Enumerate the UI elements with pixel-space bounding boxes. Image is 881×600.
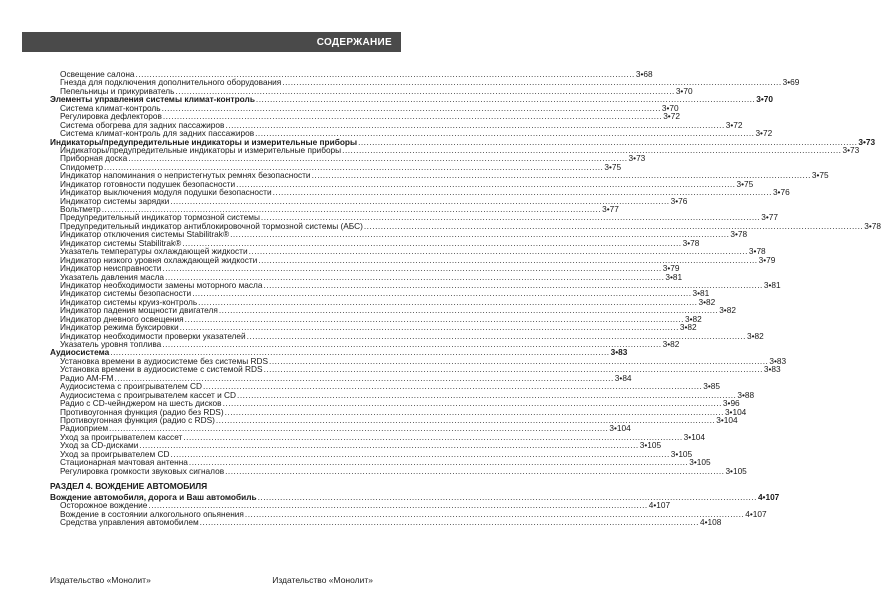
toc-entry-page: 3•72 — [725, 119, 743, 130]
toc-entry-title: Индикатор падения мощности двигателя — [60, 305, 218, 316]
toc-entry-title: Аудиосистема с проигрывателем кассет и CD — [60, 389, 237, 400]
toc-entry-title: Индикатор системы круиз-контроль — [60, 296, 198, 307]
toc-entry-page: 3•81 — [763, 279, 781, 290]
toc-entry-title: Спидометр — [60, 161, 104, 172]
toc-entry-page: 3•84 — [614, 372, 632, 383]
toc-entry-page: 3•96 — [722, 398, 740, 409]
toc-entry-page: 3•105 — [639, 440, 662, 451]
toc-entry-page: 3•82 — [719, 305, 736, 316]
page-title: СОДЕРЖАНИЕ — [316, 36, 392, 48]
toc-entry-page: 3•76 — [772, 187, 790, 198]
toc-entry-title: Индикатор отключения системы Stabilitrak® — [60, 229, 230, 240]
toc-entry-title: Уход за проигрывателем кассет — [60, 431, 183, 442]
footer-publisher-left: Издательство «Монолит» — [50, 575, 151, 585]
toc-entry-page: 3•105 — [689, 457, 711, 468]
toc-entry-page: 3•83 — [610, 347, 628, 358]
toc-entry-title: Индикатор необходимости замены моторного масла — [60, 279, 263, 290]
toc-entry-title: Элементы управления системы климат-контроль — [50, 94, 255, 105]
toc-entry-page: 3•70 — [675, 85, 693, 96]
toc-entry-page: 3•82 — [662, 339, 680, 349]
toc-entry-page: 3•81 — [692, 288, 710, 299]
toc-entry-page: 4•107 — [648, 500, 671, 511]
toc-entry-title: Указатель уровня топлива — [60, 339, 162, 349]
header-bar — [22, 32, 401, 52]
dot-leader — [225, 467, 724, 475]
toc-entry-page: 4•107 — [745, 508, 767, 519]
toc-entry-page: 3•81 — [665, 271, 683, 282]
toc-entry-title: Радио с CD-чейнджером на шесть дисков — [60, 398, 222, 409]
toc-entry-title: Осторожное вождение — [60, 500, 148, 511]
section-4-title — [50, 482, 372, 491]
toc-entry-title: Вождение автомобиля, дорога и Ваш автомобиль — [50, 492, 257, 502]
toc-entry-title: Индикатор выключения модуля подушки безопасности — [60, 187, 272, 198]
toc-entry-title: Регулировка дефлекторов — [60, 111, 162, 122]
toc-entry-page: 3•73 — [842, 144, 860, 155]
toc-entry-page: 3•73 — [858, 136, 876, 147]
toc-entry-title: Предупредительный индикатор тормозной системы — [60, 212, 260, 223]
toc-entry-page: 3•82 — [698, 296, 716, 307]
toc-entry-page: 3•88 — [737, 389, 755, 400]
toc-entry-title: Гнезда для подключения дополнительного оборудования — [60, 77, 282, 88]
toc-entry-title: Указатель давления масла — [60, 271, 165, 282]
toc-entry-page: 3•85 — [703, 381, 721, 392]
toc-entry-page: 3•75 — [604, 161, 622, 172]
toc-entry-title: Индикатор системы зарядки — [60, 195, 170, 206]
toc-entry-title: Установка времени в аудиосистеме с системой RDS — [60, 364, 263, 375]
toc-entry-page: 3•78 — [730, 229, 748, 240]
toc-entry-title: Регулировка громкости звуковых сигналов — [60, 465, 225, 476]
toc-entry-page: 3•70 — [756, 94, 773, 105]
toc-entry-page: 3•72 — [663, 111, 680, 122]
toc-entry-title: Вольтметр — [60, 204, 101, 214]
toc-entry-title: Средства управления автомобилем — [60, 517, 199, 528]
toc-entry-page: 3•78 — [682, 237, 700, 248]
toc-entry-page: 3•70 — [661, 102, 679, 113]
toc-entry-title: Вождение в состоянии алкогольного опьянения — [60, 508, 244, 519]
toc-entry-title: Аудиосистема с проигрывателем CD — [60, 381, 202, 392]
toc-entry-page: 3•79 — [758, 254, 776, 265]
toc-entry-title: Противоугонная функция (радио с RDS) — [60, 414, 215, 425]
toc-entry-page: 3•104 — [683, 431, 706, 442]
toc-entry-page: 3•72 — [755, 128, 773, 139]
toc-entry-title: Индикатор необходимости проверки указателей — [60, 330, 246, 341]
toc-entry-title: Указатель температуры охлаждающей жидкости — [60, 246, 248, 257]
toc-entry-title: Уход за CD-дисками — [60, 440, 139, 451]
toc-entry-title: Радиоприем — [60, 423, 109, 434]
toc-entry-page: 3•82 — [685, 313, 702, 324]
toc-entry-page: 3•83 — [769, 355, 787, 366]
toc-entry-title: Индикатор системы Stabilitrak® — [60, 237, 182, 248]
footer-publisher-right: Издательство «Монолит» — [272, 575, 373, 585]
toc-entry — [50, 517, 722, 528]
toc-entry-title: Система обогрева для задних пассажиров — [60, 119, 225, 130]
toc-entry-title: Индикаторы/предупредительные индикаторы и измерительные приборы — [60, 144, 342, 155]
toc-entry-page: 3•83 — [763, 364, 781, 375]
toc-entry-page: 3•76 — [670, 195, 688, 206]
toc-entry-page: 3•78 — [864, 220, 881, 231]
toc-entry-page: 3•82 — [679, 322, 697, 333]
toc-entry-page: 3•105 — [670, 448, 693, 459]
toc-entry-title: Противоугонная функция (радио без RDS) — [60, 406, 224, 417]
toc-entry-page: 3•78 — [748, 246, 766, 257]
toc-entry-title: Индикатор напоминания о непристегнутых ремнях безопасности — [60, 170, 311, 181]
toc-entry-title: Установка времени в аудиосистеме без системы RDS — [60, 355, 269, 366]
toc-entry-page: 3•69 — [782, 77, 800, 88]
toc-entry-page: 3•104 — [724, 406, 747, 417]
toc-entry-title: Система климат-контроль — [60, 102, 161, 113]
toc-entry-title: Освещение салона — [60, 69, 135, 79]
toc-entry-page: 3•104 — [609, 423, 631, 434]
toc-entry-title: Индикатор готовности подушек безопасности — [60, 178, 236, 189]
toc-entry-page: 3•82 — [746, 330, 764, 341]
toc-entry — [50, 465, 747, 476]
toc-entry-title: Предупредительный индикатор антиблокировочной тормозной системы (АБС) — [60, 220, 363, 231]
toc-entry-title: Индикатор дневного освещения — [60, 313, 184, 324]
toc-entry-title: Уход за проигрывателем CD — [60, 448, 170, 459]
toc-section-3 — [50, 69, 881, 476]
table-of-contents — [50, 69, 881, 528]
toc-entry-title: Индикатор низкого уровня охлаждающей жидкости — [60, 254, 258, 265]
toc-entry-page: 3•68 — [635, 69, 653, 79]
dot-leader — [200, 518, 699, 526]
toc-entry-page: 3•105 — [725, 465, 747, 476]
toc-entry-page: 3•77 — [761, 212, 778, 223]
toc-entry-title: Индикатор режима буксировки — [60, 322, 179, 333]
toc-entry-title: Пепельницы и прикуриватель — [60, 85, 175, 96]
toc-entry-page: 4•107 — [757, 492, 780, 502]
toc-entry-title: Приборная доска — [60, 153, 128, 164]
toc-entry-page: 3•75 — [811, 170, 829, 181]
toc-entry-page: 3•79 — [662, 263, 680, 274]
toc-entry-title: Индикатор системы безопасности — [60, 288, 192, 299]
toc-section-4 — [50, 492, 780, 528]
toc-entry-page: 3•77 — [602, 204, 619, 214]
toc-entry-title: Аудиосистема — [50, 347, 110, 358]
toc-entry-page: 3•73 — [628, 153, 646, 164]
toc-entry-title: Система климат-контроль для задних пассажиров — [60, 128, 255, 139]
toc-entry-page: 3•104 — [716, 414, 738, 425]
toc-entry-page: 4•108 — [699, 517, 722, 528]
toc-entry-title: Индикатор неисправности — [60, 263, 162, 274]
toc-entry-title: Индикаторы/предупредительные индикаторы и измерительные приборы — [50, 136, 358, 147]
section-4-title-text: РАЗДЕЛ 4. ВОЖДЕНИЕ АВТОМОБИЛЯ — [50, 481, 208, 491]
toc-entry-title: Радио AM-FM — [60, 372, 114, 383]
toc-entry-title: Стационарная мачтовая антенна — [60, 457, 188, 468]
toc-entry-page: 3•75 — [736, 178, 754, 189]
